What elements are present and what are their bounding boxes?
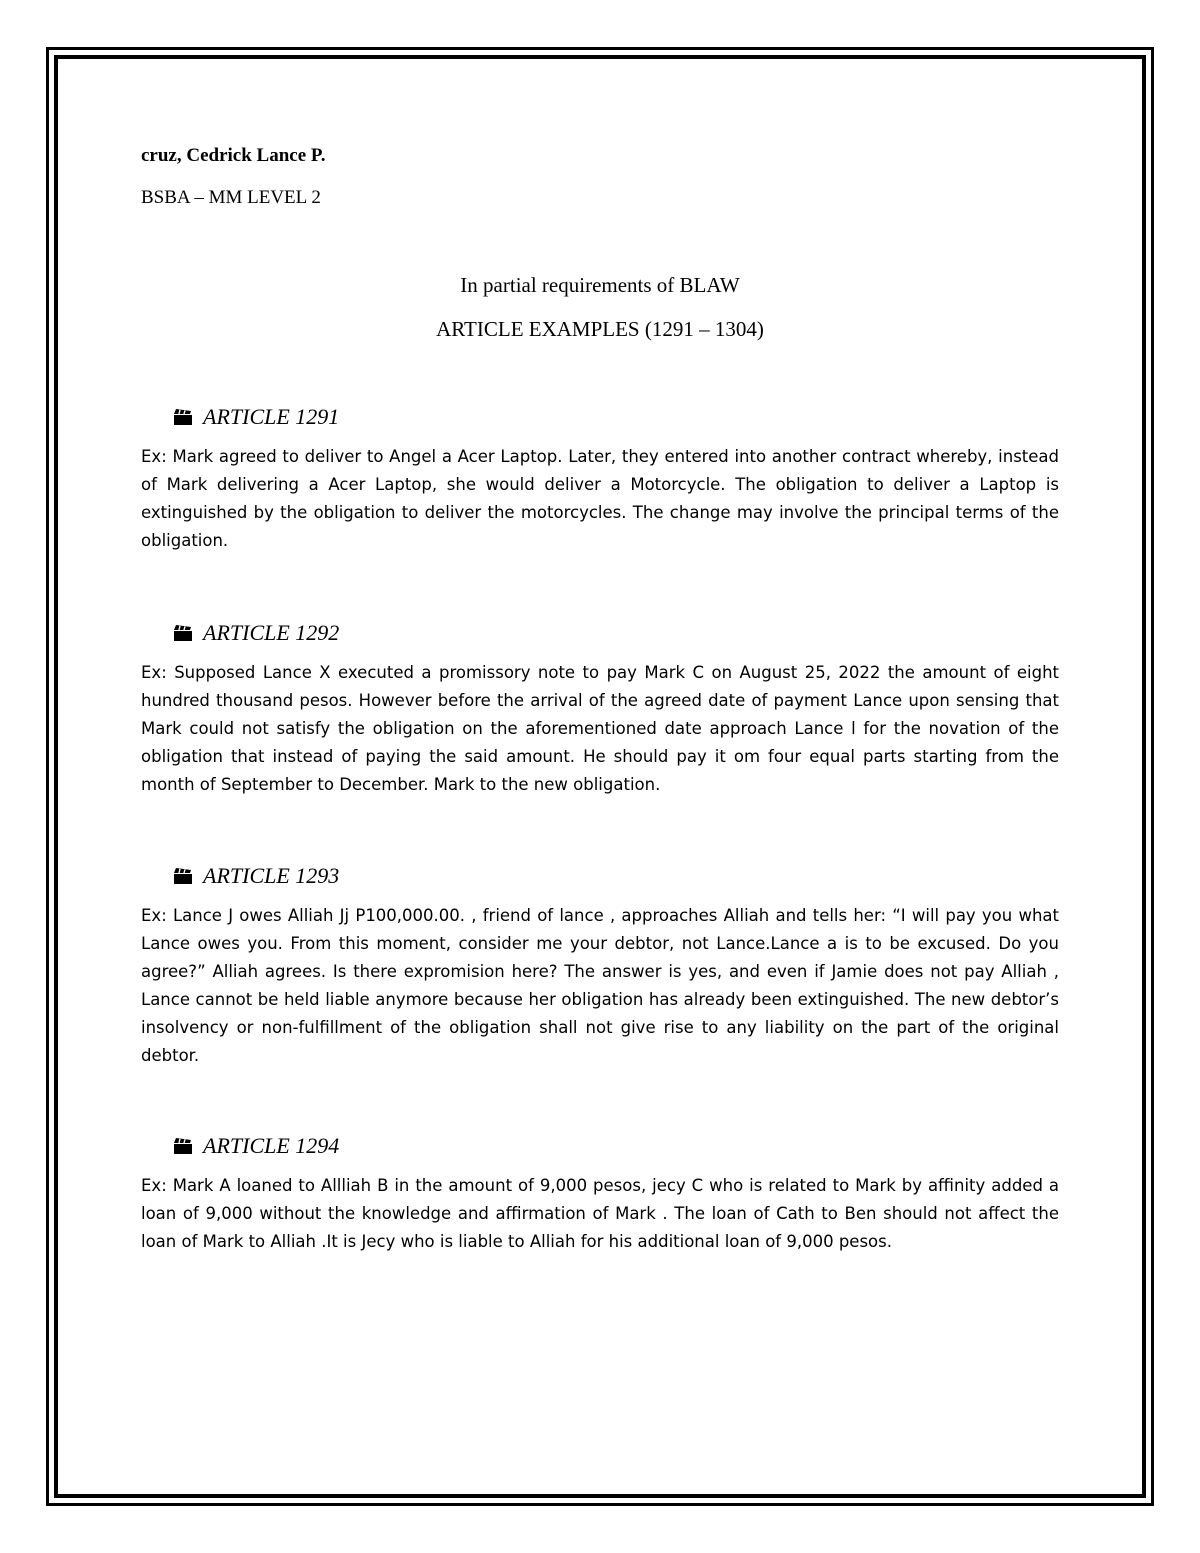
article-heading-text: ARTICLE 1291	[203, 404, 340, 429]
article-heading	[173, 862, 339, 890]
article-heading-text: ARTICLE 1294	[203, 1133, 340, 1158]
article-heading	[173, 1132, 339, 1160]
clapperboard-icon	[173, 867, 193, 885]
article-heading-text: ARTICLE 1292	[203, 620, 340, 645]
clapperboard-icon	[173, 408, 193, 426]
article-body: Ex: Mark agreed to deliver to Angel a Acer Laptop. Later, they entered into another contract whereby, instead of Mark delivering a Acer Laptop, she would deliver a Motorcycle. The obligation to deliver a Laptop is extinguished by the obligation to deliver the motorcycles. The change may involve the principal terms of the obligation.	[141, 447, 1059, 550]
course-level: BSBA – MM LEVEL 2	[141, 187, 321, 208]
article-body: Ex: Lance J owes Alliah Jj P100,000.00. , friend of lance , approaches Alliah and tells her: “I will pay you what Lance owes you. From this moment, consider me your debtor, not Lance.Lance a is to be excused. Do you agree?” Alliah agrees. Is there expromision here? The answer is yes, and even if Jamie does not pay Alliah , Lance cannot be held liable anymore because her obligation has already been extinguished. The new debtor’s insolvency or non-fulfillment of the obligation shall not give rise to any liability on the part of the original debtor.	[141, 906, 1059, 1065]
article-body: Ex: Mark A loaned to Allliah B in the amount of 9,000 pesos, jecy C who is related to Mark by affinity added a loan of 9,000 without the knowledge and affirmation of Mark . The loan of Cath to Ben should not affect the loan of Mark to Alliah .It is Jecy who is liable to Alliah for his additional loan of 9,000 pesos.	[141, 1176, 1059, 1251]
examples-title: ARTICLE EXAMPLES (1291 – 1304)	[436, 317, 764, 341]
article-heading-text: ARTICLE 1293	[203, 863, 340, 888]
student-name: cruz, Cedrick Lance P.	[141, 145, 326, 166]
clapperboard-icon	[173, 624, 193, 642]
article-body: Ex: Supposed Lance X executed a promissory note to pay Mark C on August 25, 2022 the amount of eight hundred thousand pesos. However before the arrival of the agreed date of payment Lance upon sensing that Mark could not satisfy the obligation on the aforementioned date approach Lance l for the novation of the obligation that instead of paying the said amount. He should pay it om four equal parts starting from the month of September to December. Mark to the new obligation.	[141, 663, 1059, 794]
clapperboard-icon	[173, 1137, 193, 1155]
article-heading	[173, 619, 339, 647]
requirement-title: In partial requirements of BLAW	[460, 273, 740, 297]
article-heading	[173, 403, 339, 431]
